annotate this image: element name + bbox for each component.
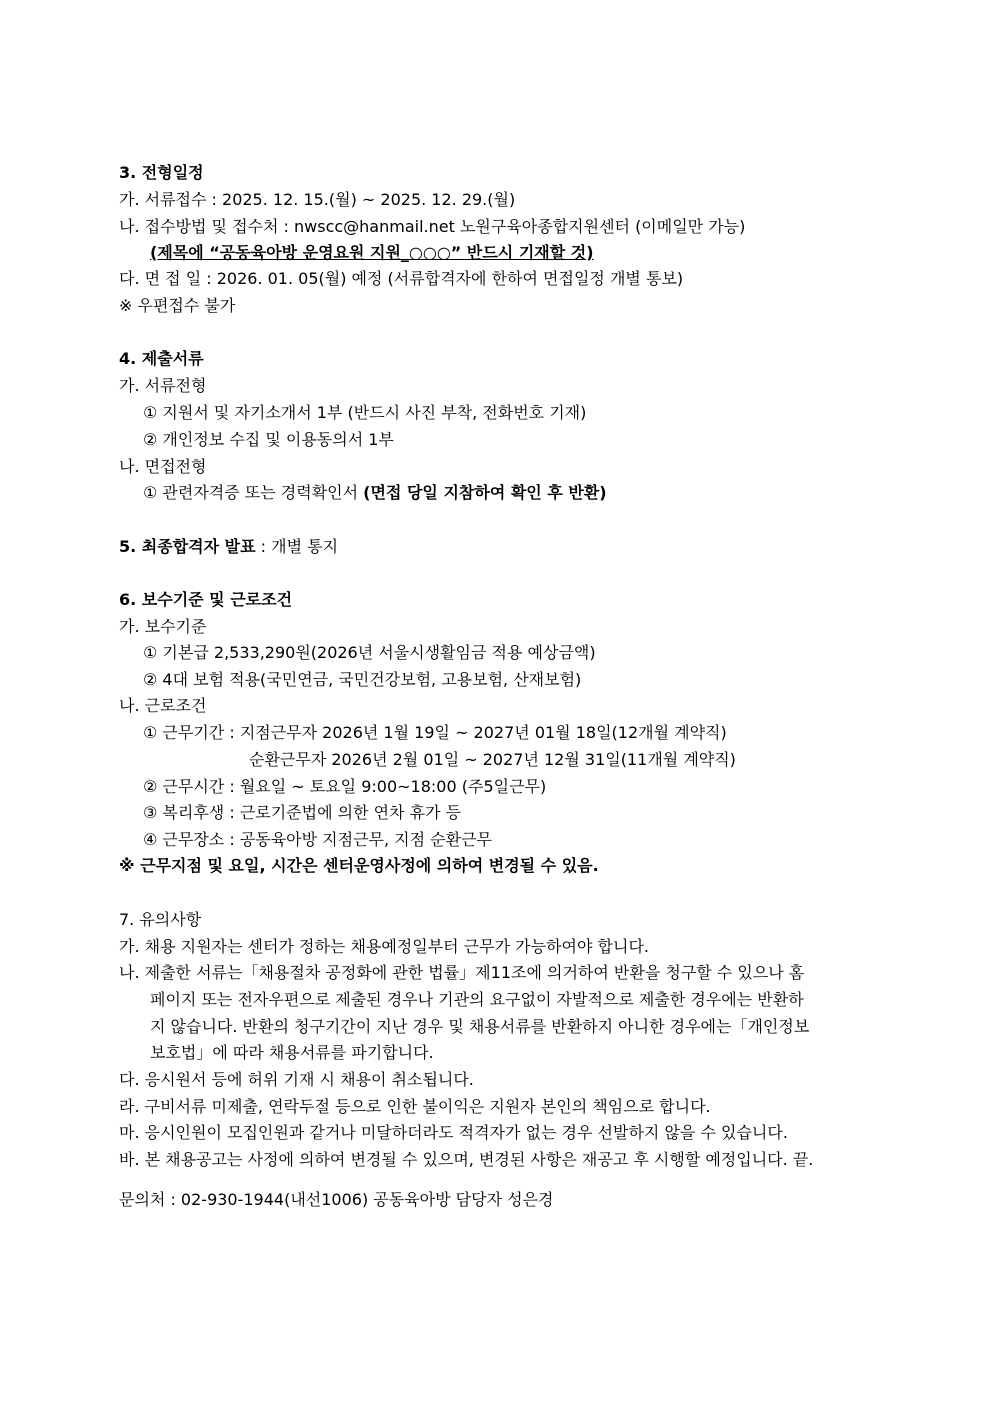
s3-item-na: 나. 접수방법 및 접수처 : nwscc@hanmail.net 노원구육아종합지원센터 (이메일만 가능): [119, 217, 746, 236]
s7-item-na-line2: 페이지 또는 전자우편으로 제출된 경우나 기관의 요구없이 자발적으로 제출한 경우에는 반환하: [150, 990, 804, 1009]
section-5-text: : 개별 통지: [255, 537, 339, 556]
section-7-heading: 7. 유의사항: [119, 910, 202, 929]
s3-subject-note: (제목에 “공동육아방 운영요원 지원_○○○” 반드시 기재할 것): [150, 243, 594, 262]
s7-item-na-line4: 보호법」에 따라 채용서류를 파기합니다.: [150, 1043, 434, 1062]
s7-item-ga: 가. 채용 지원자는 센터가 정하는 채용예정일부터 근무가 가능하여야 합니다.: [119, 937, 649, 956]
s6-na-1-cont: 순환근무자 2026년 2월 01일 ~ 2027년 12월 31일(11개월 계약직): [249, 750, 736, 769]
section-4-heading: 4. 제출서류: [119, 349, 204, 368]
s3-item-da: 다. 면 접 일 : 2026. 01. 05(월) 예정 (서류합격자에 한하여 면접일정 개별 통보): [119, 269, 684, 288]
s4-na-1: [143, 483, 607, 503]
s6-ga-1: ① 기본급 2,533,290원(2026년 서울시생활임금 적용 예상금액): [143, 643, 596, 662]
contact-info: 문의처 : 02-930-1944(내선1006) 공동육아방 담당자 성은경: [119, 1190, 554, 1209]
s7-item-ra: 라. 구비서류 미제출, 연락두절 등으로 인한 불이익은 지원자 본인의 책임으로 합니다.: [119, 1097, 711, 1116]
s3-item-ga: 가. 서류접수 : 2025. 12. 15.(월) ~ 2025. 12. 29.(월): [119, 190, 516, 209]
s7-item-da: 다. 응시원서 등에 허위 기재 시 채용이 취소됩니다.: [119, 1070, 474, 1089]
section-3-heading: 3. 전형일정: [119, 163, 204, 182]
s4-ga-1: ① 지원서 및 자기소개서 1부 (반드시 사진 부착, 전화번호 기재): [143, 403, 587, 422]
s6-na-2: ② 근무시간 : 월요일 ~ 토요일 9:00~18:00 (주5일근무): [143, 777, 547, 796]
s6-item-na: 나. 근로조건: [119, 696, 207, 715]
s7-item-na-line1: 나. 제출한 서류는「채용절차 공정화에 관한 법률」제11조에 의거하여 반환을 청구할 수 있으나 홈: [119, 963, 805, 982]
s4-na-1-bold: (면접 당일 지참하여 확인 후 반환): [363, 483, 607, 502]
s4-item-na: 나. 면접전형: [119, 457, 207, 476]
s7-item-ba: 바. 본 채용공고는 사정에 의하여 변경될 수 있으며, 변경된 사항은 재공고 후 시행할 예정입니다. 끝.: [119, 1150, 814, 1169]
s4-na-1-text: ① 관련자격증 또는 경력확인서: [143, 483, 364, 502]
s7-item-na-line3: 지 않습니다. 반환의 청구기간이 지난 경우 및 채용서류를 반환하지 아니한 경우에는「개인정보: [150, 1017, 810, 1036]
s6-na-3: ③ 복리후생 : 근로기준법에 의한 연차 휴가 등: [143, 803, 462, 822]
section-5: [119, 537, 338, 557]
s6-ga-2: ② 4대 보험 적용(국민연금, 국민건강보험, 고용보험, 산재보험): [143, 670, 582, 689]
section-5-heading: 5. 최종합격자 발표: [119, 537, 256, 556]
s6-na-1: ① 근무기간 : 지점근무자 2026년 1월 19일 ~ 2027년 01월 18일(12개월 계약직): [143, 723, 727, 742]
s3-remark: ※ 우편접수 불가: [119, 296, 236, 315]
s4-item-ga: 가. 서류전형: [119, 376, 207, 395]
s6-na-4: ④ 근무장소 : 공동육아방 지점근무, 지점 순환근무: [143, 830, 493, 849]
s6-item-ga: 가. 보수기준: [119, 617, 207, 636]
section-6-heading: 6. 보수기준 및 근로조건: [119, 590, 293, 609]
s4-ga-2: ② 개인정보 수집 및 이용동의서 1부: [143, 430, 394, 449]
s7-item-ma: 마. 응시인원이 모집인원과 같거나 미달하더라도 적격자가 없는 경우 선발하지 않을 수 있습니다.: [119, 1123, 788, 1142]
s6-remark: ※ 근무지점 및 요일, 시간은 센터운영사정에 의하여 변경될 수 있음.: [119, 856, 599, 875]
